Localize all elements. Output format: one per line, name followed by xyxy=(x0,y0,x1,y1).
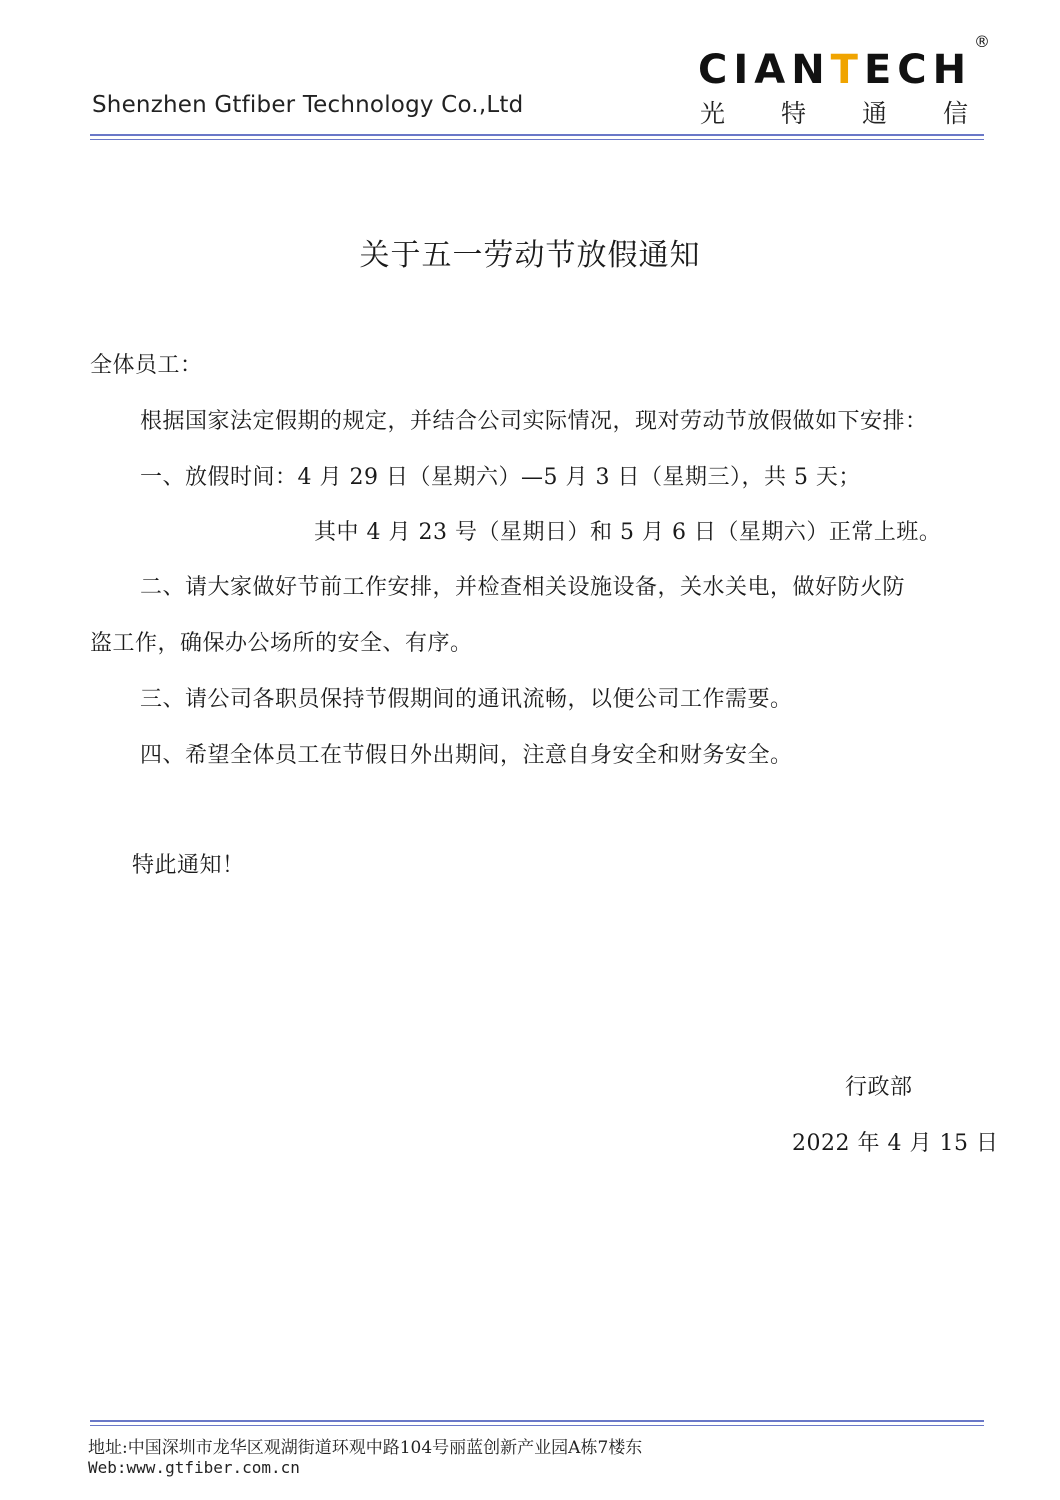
item-2-line-2: 盗工作，确保办公场所的安全、有序。 xyxy=(90,631,473,656)
footer-website: Web:www.gtfiber.com.cn xyxy=(88,1458,300,1477)
logo-cn-char: 通 xyxy=(861,99,887,128)
logo-chinese-name xyxy=(700,94,968,130)
footer-divider xyxy=(90,1420,984,1422)
document-title: 关于五一劳动节放假通知 xyxy=(359,238,701,273)
header-divider xyxy=(90,134,984,136)
logo-wordmark xyxy=(698,47,973,93)
signature-department: 行政部 xyxy=(845,1075,913,1100)
logo-wordmark-post: ECH xyxy=(863,47,973,93)
header-divider-thin xyxy=(90,139,984,140)
signature-date: 2022 年 4 月 15 日 xyxy=(792,1131,999,1156)
item-2-line-1: 二、请大家做好节前工作安排，并检查相关设施设备，关水关电，做好防火防 xyxy=(140,575,906,600)
item-1: 一、放假时间：4 月 29 日（星期六）—5 月 3 日（星期三），共 5 天； xyxy=(140,465,861,490)
company-logo xyxy=(698,32,998,132)
registered-mark-icon: ® xyxy=(974,32,990,51)
logo-cn-char: 信 xyxy=(942,99,968,128)
item-4: 四、希望全体员工在节假日外出期间，注意自身安全和财务安全。 xyxy=(140,743,793,768)
intro-paragraph: 根据国家法定假期的规定，并结合公司实际情况，现对劳动节放假做如下安排： xyxy=(140,409,928,434)
closing-line: 特此通知！ xyxy=(132,853,245,878)
logo-wordmark-accent: T xyxy=(830,47,864,93)
item-1-continuation: 其中 4 月 23 号（星期日）和 5 月 6 日（星期六）正常上班。 xyxy=(314,520,942,545)
logo-cn-char: 光 xyxy=(700,99,726,128)
footer-address: 地址:中国深圳市龙华区观湖街道环观中路104号丽蓝创新产业园A栋7楼东 xyxy=(88,1438,643,1458)
company-name: Shenzhen Gtfiber Technology Co.,Ltd xyxy=(92,92,524,118)
footer-divider-thin xyxy=(90,1425,984,1426)
logo-wordmark-pre: CIAN xyxy=(698,47,831,93)
greeting: 全体员工： xyxy=(90,353,203,378)
item-3: 三、请公司各职员保持节假期间的通讯流畅，以便公司工作需要。 xyxy=(140,687,793,712)
logo-cn-char: 特 xyxy=(780,99,806,128)
